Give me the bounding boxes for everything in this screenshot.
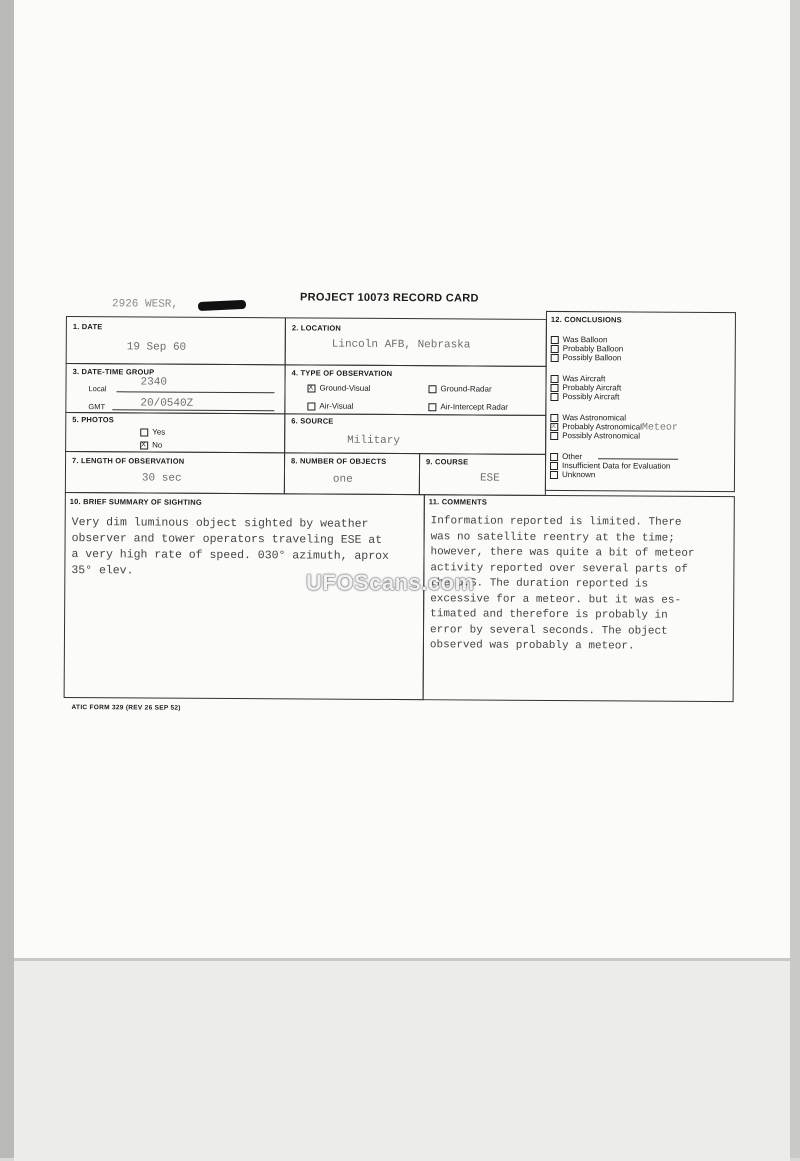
conclusion-insufficient-data: Insufficient Data for Evaluation: [550, 461, 670, 471]
watermark: UFOScans.com: [306, 570, 475, 595]
objects-cell: [284, 452, 420, 495]
source-cell: [284, 413, 546, 455]
checkbox-icon: [550, 462, 558, 470]
conclusion-possibly-aircraft: Possibly Aircraft: [550, 392, 619, 401]
redaction-mark: [198, 300, 246, 311]
record-card: [64, 291, 742, 712]
comments-cell: [423, 494, 735, 702]
length-value: 30 sec: [141, 472, 182, 485]
checkbox-icon: [428, 385, 436, 393]
option-ground-visual: X Ground-Visual: [308, 383, 371, 393]
course-label: 9. COURSE: [426, 457, 469, 467]
gmt-fill-line: [112, 409, 274, 411]
checkbox-icon: [551, 345, 559, 353]
conclusion-possibly-balloon: Possibly Balloon: [551, 353, 622, 362]
option-air-visual: Air-Visual: [307, 401, 353, 410]
checkbox-icon: [550, 384, 558, 392]
date-cell: [66, 316, 286, 365]
option-ground-radar: Ground-Radar: [428, 384, 491, 393]
conclusions-cell: [545, 311, 736, 492]
conclusion-was-astronomical: Was Astronomical: [550, 413, 626, 422]
date-label: 1. DATE: [72, 322, 103, 332]
conclusion-was-aircraft: Was Aircraft: [551, 374, 606, 383]
summary-line: 35° elev.: [71, 564, 134, 578]
dtg-label: 3. DATE-TIME GROUP: [72, 367, 155, 377]
summary-line: Very dim luminous object sighted by weather: [71, 516, 369, 531]
checkbox-icon: [550, 453, 558, 461]
photos-cell: [65, 412, 285, 453]
conclusion-unknown: Unknown: [550, 470, 595, 479]
form-footer: ATIC FORM 329 (REV 26 SEP 52): [71, 704, 181, 712]
comments-line: error by several seconds. The object: [429, 623, 668, 638]
other-fill-line: [598, 458, 678, 459]
photos-yes-option: Yes: [140, 427, 165, 436]
comments-line: however, there was quite a bit of meteor: [430, 546, 695, 560]
comments-line: Information reported is limited. There: [430, 515, 682, 529]
photos-label: 5. PHOTOS: [72, 415, 115, 425]
option-air-intercept-radar: Air-Intercept Radar: [428, 402, 508, 411]
photos-no-option: X No: [141, 440, 163, 450]
page-edge-right: [790, 0, 800, 1158]
location-label: 2. LOCATION: [291, 323, 342, 333]
gmt-time-value: 20/0540Z: [140, 397, 194, 410]
conclusion-note: Meteor: [641, 422, 678, 434]
conclusion-other: Other: [550, 452, 582, 461]
conclusions-label: 12. CONCLUSIONS: [550, 314, 622, 325]
observation-type-label: 4. TYPE OF OBSERVATION: [291, 368, 393, 378]
checkbox-icon: [550, 393, 558, 401]
conclusion-possibly-astronomical: Possibly Astronomical: [550, 431, 640, 441]
underlying-page: [14, 958, 790, 1161]
location-cell: [285, 317, 547, 367]
location-value: Lincoln AFB, Nebraska: [331, 338, 471, 352]
summary-label: 10. BRIEF SUMMARY OF SIGHTING: [69, 497, 202, 507]
checked-box-icon: X: [140, 441, 148, 449]
checkbox-icon: [550, 414, 558, 422]
conclusion-was-balloon: Was Balloon: [551, 335, 608, 344]
local-label: Local: [88, 384, 107, 394]
checkbox-icon: [550, 432, 558, 440]
comments-line: activity reported over several parts of: [430, 561, 688, 576]
checkbox-icon: [550, 471, 558, 479]
checkbox-icon: [428, 403, 436, 411]
checkbox-icon: [551, 354, 559, 362]
comments-line: timated and therefore is probably in: [430, 608, 668, 622]
summary-cell: [64, 492, 425, 700]
comments-label: 11. COMMENTS: [428, 497, 488, 507]
comments-line: the U.S. The duration reported is: [430, 577, 649, 591]
card-title: PROJECT 10073 RECORD CARD: [300, 291, 479, 305]
date-time-group-cell: [65, 363, 285, 414]
conclusion-probably-astronomical: X Probably AstronomicalMeteor: [551, 422, 678, 434]
conclusion-probably-aircraft: Probably Aircraft: [550, 383, 621, 392]
length-cell: [65, 451, 285, 494]
course-value: ESE: [479, 472, 500, 485]
summary-line: observer and tower operators traveling ESE at: [71, 532, 383, 547]
gmt-label: GMT: [88, 402, 106, 412]
objects-label: 8. NUMBER OF OBJECTS: [291, 456, 387, 466]
page-edge-left: [0, 0, 14, 1158]
checkbox-icon: [307, 402, 315, 410]
comments-line: was no satellite reentry at the time;: [430, 530, 675, 545]
checked-box-icon: X: [307, 384, 315, 392]
summary-line: a very high rate of speed. 030° azimuth, aprox: [71, 548, 389, 563]
objects-value: one: [332, 473, 353, 486]
local-fill-line: [116, 391, 274, 393]
observation-type-cell: [284, 364, 546, 416]
length-label: 7. LENGTH OF OBSERVATION: [72, 456, 185, 466]
checked-box-icon: X: [550, 423, 558, 431]
conclusion-probably-balloon: Probably Balloon: [551, 344, 624, 353]
file-number: 2926 WESR,: [111, 298, 179, 311]
local-time-value: 2340: [140, 376, 167, 389]
date-value: 19 Sep 60: [126, 341, 187, 354]
source-value: Military: [347, 434, 401, 448]
source-label: 6. SOURCE: [291, 416, 334, 426]
checkbox-icon: [140, 428, 148, 436]
comments-line: observed was probably a meteor.: [429, 639, 635, 653]
checkbox-icon: [551, 336, 559, 344]
course-cell: [419, 453, 546, 496]
comments-line: excessive for a meteor. but it was es-: [430, 592, 682, 607]
checkbox-icon: [551, 375, 559, 383]
